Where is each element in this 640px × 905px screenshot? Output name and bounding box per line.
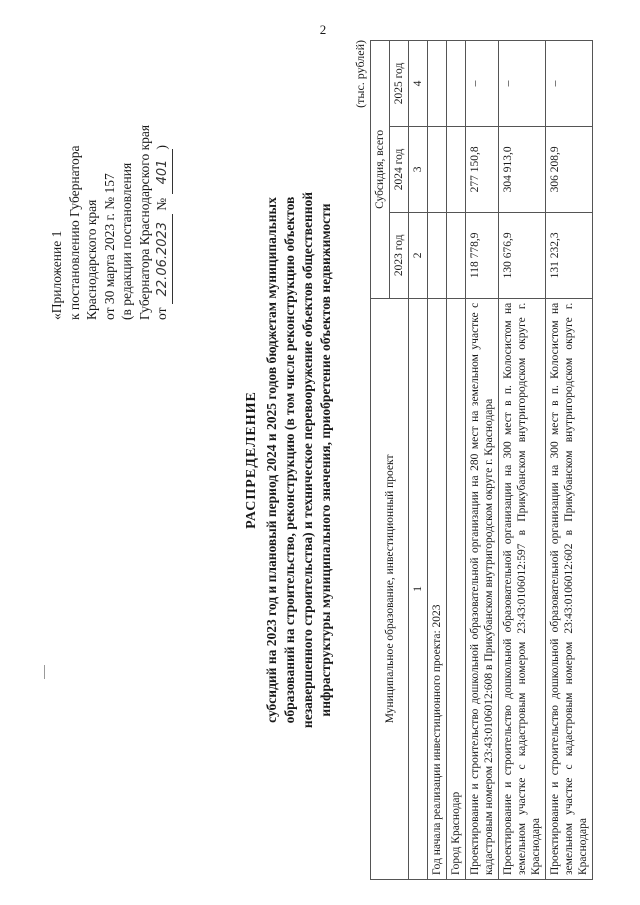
start-year-label: Год начала реализации инвестиционного проекта: 2023 bbox=[428, 298, 447, 879]
annex-line-2: к постановлению Губернатора bbox=[66, 145, 82, 320]
col-num-3: 3 bbox=[409, 126, 428, 212]
title-line-1: субсидий на 2023 год и плановый период 2024 и 2025 годов бюджетам муниципальных bbox=[264, 197, 279, 723]
table-header-row bbox=[371, 41, 390, 880]
municipality-label: Город Краснодар bbox=[447, 298, 466, 879]
header-year-2024: 2024 год bbox=[390, 126, 409, 212]
annex-line-1: «Приложение 1 bbox=[49, 230, 64, 320]
column-number-row bbox=[409, 41, 428, 880]
number-prefix: № bbox=[154, 197, 169, 211]
header-year-2025: 2025 год bbox=[390, 41, 409, 127]
title-line-4: инфраструктуры муниципального значения, приобретение объектов недвижимости bbox=[318, 203, 333, 717]
page-number: 2 bbox=[319, 22, 327, 37]
annex-date-line bbox=[153, 40, 173, 320]
handwritten-number: 401 bbox=[154, 150, 173, 195]
annex-line-5: (в редакции постановления bbox=[119, 162, 134, 320]
value-2024: 277 150,8 bbox=[466, 126, 499, 212]
date-prefix: от bbox=[154, 307, 169, 320]
rotated-page-content bbox=[18, 40, 593, 880]
title-line-2: образований на строительство, реконструкцию (в том числе реконструкцию объектов bbox=[282, 196, 297, 724]
value-2025: – bbox=[499, 41, 546, 127]
project-description: Проектирование и строительство дошкольной образовательной организации на 300 мест в п. Колосистом на земельном участке с кадастровым номером 23:43:0106012:597 в Прикубанском внутригородском округе г. Краснодара bbox=[499, 298, 546, 879]
annex-line-3: Краснодарского края bbox=[84, 199, 99, 320]
title-line-3: незавершенного строительства) и техническое перевооружение объектов общественной bbox=[300, 191, 315, 729]
table-row bbox=[546, 41, 593, 880]
closing-paren: ) bbox=[154, 145, 169, 150]
value-2023: 131 232,3 bbox=[546, 212, 593, 298]
table-row bbox=[499, 41, 546, 880]
header-subsidy-total: Субсидия, всего bbox=[371, 41, 390, 299]
table-row bbox=[466, 41, 499, 880]
value-2024: 306 208,9 bbox=[546, 126, 593, 212]
start-year-row bbox=[428, 41, 447, 880]
value-2025: – bbox=[466, 41, 499, 127]
col-num-2: 2 bbox=[409, 212, 428, 298]
handwritten-date: 22.06.2023 bbox=[154, 214, 173, 304]
value-2023: 118 778,9 bbox=[466, 212, 499, 298]
header-municipality: Муниципальное образование, инвестиционный проект bbox=[371, 298, 409, 879]
col-num-4: 4 bbox=[409, 41, 428, 127]
title-heading: РАСПРЕДЕЛЕНИЕ bbox=[244, 391, 259, 529]
value-2024: 304 913,0 bbox=[499, 126, 546, 212]
col-num-1: 1 bbox=[409, 298, 428, 879]
annex-header bbox=[48, 40, 173, 320]
project-description: Проектирование и строительство дошкольной образовательной организации на 280 мест на земельном участке с кадастровым номером 23:43:0106012:608 в Прикубанском внутригородском округе г. Краснодара bbox=[466, 298, 499, 879]
value-2025: – bbox=[546, 41, 593, 127]
header-year-2023: 2023 год bbox=[390, 212, 409, 298]
municipality-row bbox=[447, 41, 466, 880]
value-2023: 130 676,9 bbox=[499, 212, 546, 298]
project-description: Проектирование и строительство дошкольной образовательной организации на 300 мест в п. Колосистом на земельном участке с кадастровым номером 23:43:0106012:602 в Прикубанском внутригородском округе г. Краснодара bbox=[546, 298, 593, 879]
annex-line-6: Губернатора Краснодарского края bbox=[136, 124, 152, 320]
unit-note: (тыс. рублей) bbox=[353, 40, 367, 108]
document-title bbox=[243, 40, 335, 880]
annex-line-4: от 30 марта 2023 г. № 157 bbox=[101, 173, 117, 320]
subsidy-table bbox=[370, 40, 593, 880]
